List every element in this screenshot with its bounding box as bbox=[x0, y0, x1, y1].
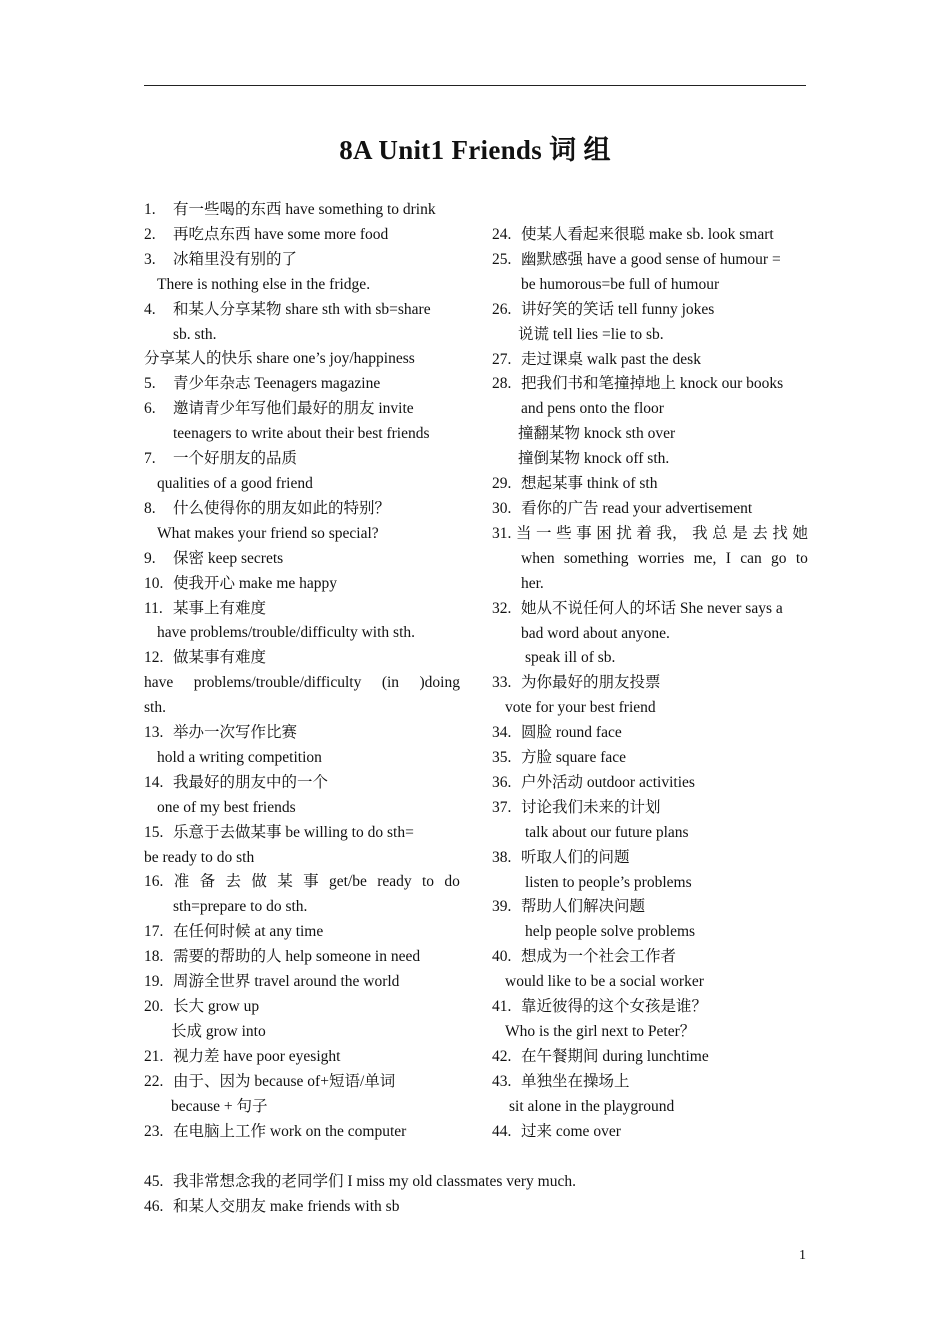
phrase-list-left bbox=[144, 198, 460, 1144]
list-item bbox=[144, 821, 460, 846]
list-item-continuation: her. bbox=[521, 574, 544, 592]
list-item bbox=[492, 597, 808, 622]
item-number: 9. bbox=[144, 549, 156, 567]
list-item bbox=[144, 721, 460, 746]
list-item-continuation: qualities of a good friend bbox=[157, 474, 313, 492]
list-item-continuation: have problems/trouble/difficulty with sth. bbox=[157, 624, 416, 642]
list-item-continuation: Who is the girl next to Peter？ bbox=[505, 1023, 696, 1040]
list-item-continuation: be ready to do sth bbox=[144, 848, 255, 866]
justified-word: 她 bbox=[792, 524, 808, 542]
list-item-continuation: talk about our future plans bbox=[525, 823, 689, 841]
list-item-continuation: 说谎 tell lies =lie to sb. bbox=[518, 325, 664, 343]
list-item-continuation: sth. bbox=[144, 699, 166, 717]
list-item bbox=[144, 945, 460, 970]
item-number: 11. bbox=[144, 599, 163, 617]
justified-word: 是 bbox=[732, 524, 748, 542]
list-item bbox=[144, 572, 460, 597]
list-item-continuation: 长成 grow into bbox=[171, 1022, 266, 1040]
justified-word: 我 bbox=[692, 524, 708, 542]
item-text: 使我开心 make me happy bbox=[173, 574, 338, 592]
item-number: 41. bbox=[492, 998, 512, 1016]
list-item bbox=[492, 771, 808, 796]
item-number: 46. bbox=[144, 1197, 164, 1215]
page-title: 8A Unit1 Friends 词 组 bbox=[339, 135, 611, 165]
item-number: 29. bbox=[492, 475, 512, 493]
item-number: 27. bbox=[492, 350, 512, 368]
item-number: 37. bbox=[492, 798, 512, 816]
phrase-list-bottom bbox=[144, 1170, 806, 1220]
item-text: 冰箱里没有别的了 bbox=[173, 250, 298, 268]
item-number: 25. bbox=[492, 250, 512, 268]
list-item-continuation: speak ill of sb. bbox=[525, 649, 616, 667]
item-text: 在午餐期间 during lunchtime bbox=[521, 1047, 709, 1065]
list-item bbox=[492, 746, 808, 771]
list-item bbox=[492, 348, 808, 373]
item-text: 使某人看起来很聪 make sb. look smart bbox=[521, 226, 774, 243]
list-item-continuation: sit alone in the playground bbox=[509, 1097, 675, 1115]
item-text: 想成为一个社会工作者 bbox=[521, 948, 677, 966]
justified-word: 去 bbox=[225, 873, 241, 891]
justified-word: 扰 bbox=[616, 524, 632, 542]
list-item bbox=[492, 721, 808, 746]
justified-word: )doing bbox=[419, 674, 460, 692]
justified-word: 准 bbox=[173, 873, 190, 891]
list-item bbox=[492, 671, 808, 696]
justified-word: (in bbox=[381, 674, 400, 692]
item-text: 看你的广告 read your advertisement bbox=[521, 499, 753, 517]
list-item bbox=[144, 298, 460, 323]
page-number: 1 bbox=[799, 1248, 806, 1263]
item-text: 靠近彼得的这个女孩是谁？ bbox=[521, 998, 708, 1016]
list-item bbox=[144, 447, 460, 472]
item-text: 方脸 square face bbox=[521, 749, 627, 767]
list-item-continuation: What makes your friend so special? bbox=[157, 524, 379, 542]
item-text: 乐意于去做某事 be willing to do sth= bbox=[173, 823, 414, 841]
list-item bbox=[144, 1120, 460, 1145]
item-text: 帮助人们解决问题 bbox=[521, 898, 646, 916]
list-item-continuation: be humorous=be full of humour bbox=[521, 275, 720, 293]
item-text: 在任何时候 at any time bbox=[173, 923, 324, 941]
item-text: 青少年杂志 Teenagers magazine bbox=[173, 375, 381, 393]
list-item bbox=[492, 298, 808, 323]
list-item bbox=[144, 397, 460, 422]
list-item-continuation: listen to people’s problems bbox=[525, 873, 692, 891]
item-text: 幽默感强 have a good sense of humour = bbox=[521, 250, 781, 268]
item-text: 为你最好的朋友投票 bbox=[521, 674, 661, 692]
list-item bbox=[492, 1070, 808, 1095]
item-number: 30. bbox=[492, 499, 512, 517]
list-item bbox=[144, 870, 460, 895]
justified-word: can bbox=[740, 549, 762, 567]
justified-word: 事 bbox=[303, 873, 319, 891]
list-item bbox=[144, 547, 460, 572]
item-number: 31. bbox=[492, 524, 512, 542]
list-item-continuation: hold a writing competition bbox=[157, 748, 322, 766]
item-text: 听取人们的问题 bbox=[521, 848, 630, 866]
list-item-continuation bbox=[144, 671, 460, 696]
item-number: 16. bbox=[144, 873, 164, 891]
item-number: 4. bbox=[144, 300, 156, 318]
justified-word: do bbox=[444, 873, 460, 891]
item-text: 做某事有难度 bbox=[173, 649, 267, 667]
list-item-continuation: sb. sth. bbox=[173, 325, 217, 343]
item-number: 39. bbox=[492, 898, 512, 916]
justified-word: 事 bbox=[576, 524, 592, 542]
item-text: 邀请青少年写他们最好的朋友 invite bbox=[173, 400, 414, 418]
item-text: 再吃点东西 have some more food bbox=[173, 225, 389, 243]
justified-word: 一 bbox=[536, 524, 552, 542]
justified-word: 去 bbox=[752, 524, 768, 542]
justified-word: get/be bbox=[328, 873, 367, 891]
item-number: 38. bbox=[492, 848, 512, 866]
item-text: 需要的帮助的人 help someone in need bbox=[173, 948, 421, 966]
list-item bbox=[492, 248, 808, 273]
item-text: 有一些喝的东西 have something to drink bbox=[173, 201, 436, 218]
list-item bbox=[144, 995, 460, 1020]
justified-word: 我， bbox=[656, 524, 688, 542]
item-number: 42. bbox=[492, 1047, 512, 1065]
item-text: 一个好朋友的品质 bbox=[173, 450, 298, 468]
item-number: 33. bbox=[492, 674, 512, 692]
item-text: 我最好的朋友中的一个 bbox=[173, 773, 329, 791]
header-rule bbox=[144, 85, 806, 86]
list-item bbox=[144, 646, 460, 671]
justified-word: 某 bbox=[277, 873, 293, 891]
list-item bbox=[144, 1195, 806, 1220]
list-item bbox=[492, 1120, 808, 1145]
item-number: 32. bbox=[492, 599, 512, 617]
justified-word: to bbox=[422, 873, 435, 891]
justified-word: problems/trouble/difficulty bbox=[193, 674, 362, 692]
item-text: 周游全世界 travel around the world bbox=[173, 973, 400, 991]
item-text: 举办一次写作比赛 bbox=[173, 724, 298, 742]
item-number: 43. bbox=[492, 1072, 512, 1090]
list-item-continuation: sth=prepare to do sth. bbox=[173, 898, 308, 916]
list-item bbox=[144, 771, 460, 796]
justified-word: go bbox=[771, 549, 787, 567]
item-text: 过来 come over bbox=[521, 1122, 621, 1140]
item-text: 和某人交朋友 make friends with sb bbox=[173, 1197, 400, 1215]
justified-word: to bbox=[795, 549, 808, 567]
list-item-continuation: teenagers to write about their best friends bbox=[173, 425, 430, 443]
list-item bbox=[144, 198, 460, 223]
list-item-continuation: and pens onto the floor bbox=[521, 400, 664, 418]
justified-word: 做 bbox=[251, 873, 267, 891]
list-item bbox=[492, 945, 808, 970]
item-number: 17. bbox=[144, 923, 164, 941]
item-text: 我非常想念我的老同学们 I miss my old classmates very much. bbox=[173, 1173, 576, 1190]
item-number: 34. bbox=[492, 724, 512, 742]
item-number: 15. bbox=[144, 823, 164, 841]
item-text: 户外活动 outdoor activities bbox=[521, 773, 695, 791]
list-item bbox=[492, 223, 808, 248]
item-number: 14. bbox=[144, 773, 164, 791]
list-item bbox=[144, 1045, 460, 1070]
item-text: 由于、因为 because of+短语/单词 bbox=[173, 1072, 396, 1090]
item-number: 13. bbox=[144, 724, 164, 742]
item-number: 23. bbox=[144, 1122, 164, 1140]
list-item-continuation: help people solve problems bbox=[525, 923, 696, 941]
list-item bbox=[144, 223, 460, 248]
item-number: 12. bbox=[144, 649, 164, 667]
justified-word: I bbox=[725, 549, 731, 567]
item-number: 26. bbox=[492, 300, 512, 318]
list-item bbox=[144, 372, 460, 397]
item-number: 8. bbox=[144, 499, 156, 517]
item-number: 35. bbox=[492, 749, 512, 767]
item-number: 3. bbox=[144, 250, 156, 268]
justified-word: 找 bbox=[772, 524, 788, 542]
item-text: 讨论我们未来的计划 bbox=[521, 798, 661, 816]
item-text: 视力差 have poor eyesight bbox=[173, 1047, 341, 1065]
item-number: 7. bbox=[144, 450, 156, 468]
item-text: 某事上有难度 bbox=[173, 599, 267, 617]
phrase-list-right bbox=[492, 223, 808, 1145]
item-number: 1. bbox=[144, 201, 156, 218]
justified-word: have bbox=[144, 674, 174, 692]
item-number: 20. bbox=[144, 998, 164, 1015]
list-item bbox=[492, 522, 808, 547]
item-number: 28. bbox=[492, 375, 512, 393]
justified-word: 些 bbox=[556, 524, 572, 542]
item-number: 22. bbox=[144, 1072, 164, 1090]
list-item-continuation: 撞翻某物 knock sth over bbox=[518, 425, 676, 443]
item-number: 10. bbox=[144, 574, 164, 592]
justified-word: 总 bbox=[712, 524, 728, 542]
item-text: 保密 keep secrets bbox=[173, 549, 284, 567]
item-text: 在电脑上工作 work on the computer bbox=[173, 1122, 407, 1140]
list-item-continuation: one of my best friends bbox=[157, 798, 296, 816]
item-number: 24. bbox=[492, 226, 512, 243]
item-text: 长大 grow up bbox=[173, 998, 260, 1015]
list-item-continuation: 撞倒某物 knock off sth. bbox=[518, 450, 670, 468]
item-number: 21. bbox=[144, 1047, 164, 1065]
list-item bbox=[144, 497, 460, 522]
justified-word: worries bbox=[637, 549, 685, 567]
item-text: 单独坐在操场上 bbox=[521, 1072, 630, 1090]
justified-word: 备 bbox=[199, 873, 216, 891]
list-item bbox=[492, 472, 808, 497]
list-item bbox=[144, 248, 460, 273]
item-text: 走过课桌 walk past the desk bbox=[521, 350, 701, 368]
list-item bbox=[144, 597, 460, 622]
item-number: 45. bbox=[144, 1173, 164, 1190]
item-number: 40. bbox=[492, 948, 512, 966]
list-item bbox=[492, 796, 808, 821]
item-text: 和某人分享某物 share sth with sb=share bbox=[173, 300, 431, 318]
list-item-continuation bbox=[492, 547, 808, 572]
list-item-continuation: bad word about anyone. bbox=[521, 624, 670, 642]
item-text: 她从不说任何人的坏话 She never says a bbox=[521, 599, 783, 617]
justified-word: me, bbox=[693, 549, 717, 567]
list-item bbox=[492, 995, 808, 1020]
justified-word: ready bbox=[377, 873, 412, 891]
list-item bbox=[144, 920, 460, 945]
list-item bbox=[144, 1070, 460, 1095]
list-item-continuation: There is nothing else in the fridge. bbox=[157, 275, 371, 293]
justified-word: something bbox=[563, 549, 629, 567]
item-number: 2. bbox=[144, 225, 156, 243]
list-item bbox=[492, 1045, 808, 1070]
item-text: 什么使得你的朋友如此的特别？ bbox=[173, 499, 391, 517]
item-text: 把我们书和笔撞掉地上 knock our books bbox=[521, 375, 784, 393]
item-number: 36. bbox=[492, 773, 512, 791]
item-number: 19. bbox=[144, 973, 164, 991]
justified-word: 着 bbox=[636, 524, 652, 542]
item-number: 18. bbox=[144, 948, 164, 966]
list-item-continuation: vote for your best friend bbox=[505, 699, 656, 717]
list-item-continuation: 分享某人的快乐 share one’s joy/happiness bbox=[144, 350, 415, 368]
item-text: 讲好笑的笑话 tell funny jokes bbox=[521, 300, 715, 318]
list-item bbox=[492, 497, 808, 522]
item-number: 6. bbox=[144, 400, 156, 418]
item-number: 44. bbox=[492, 1122, 512, 1140]
list-item bbox=[492, 895, 808, 920]
justified-word: 当 bbox=[515, 524, 532, 542]
list-item bbox=[144, 970, 460, 995]
list-item bbox=[144, 1170, 806, 1195]
item-number: 5. bbox=[144, 375, 156, 393]
list-item-continuation: would like to be a social worker bbox=[505, 973, 704, 991]
list-item bbox=[492, 372, 808, 397]
list-item bbox=[492, 846, 808, 871]
item-text: 圆脸 round face bbox=[521, 724, 622, 742]
justified-word: when bbox=[521, 549, 555, 567]
list-item-continuation: because + 句子 bbox=[171, 1097, 268, 1115]
justified-word: 困 bbox=[596, 524, 612, 542]
item-text: 想起某事 think of sth bbox=[521, 475, 658, 493]
